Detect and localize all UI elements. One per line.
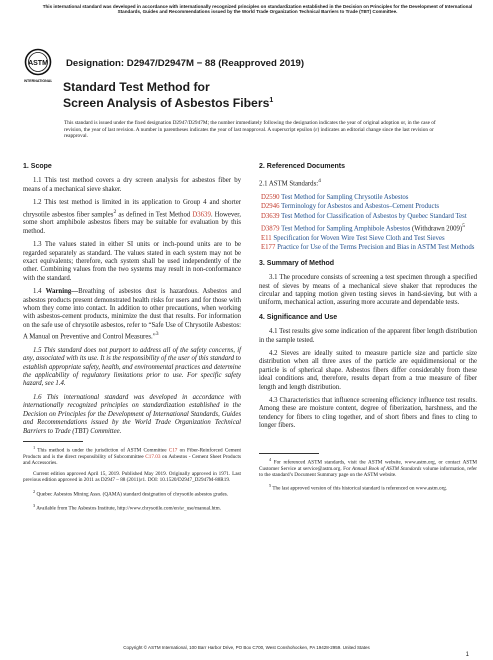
page-number: 1 <box>465 652 469 658</box>
copyright-footer: Copyright © ASTM International, 100 Barr Harbor Drive, PO Box C700, West Conshohocken, PA 19428-2959. United States <box>123 645 370 650</box>
footnote-divider <box>23 441 83 442</box>
tbt-notice: This international standard was developed in accordance with internationally recognized principles on standardization established in the Decision on Principles for the Development of International Standards, Guides and Recommendations issued by the World Trade Organization Technical Barriers to Trade (TBT) Committee. <box>42 4 473 15</box>
para-4-1: 4.1 Test results give some indication of the apparent fiber length distribution in the sample tested. <box>259 328 477 344</box>
footnote-2: $^2$ Quebec Asbestos Mining Assn. (QAMA) standard designation of chrysotile asbestos grades. <box>33 488 229 498</box>
reference-item[interactable]: D3639 Test Method for Classification of Asbestos by Quebec Standard Test <box>261 212 467 220</box>
para-1-4: 1.4 Warning—Breathing of asbestos dust is hazardous. Asbestos and asbestos products present demonstrated health risks for users and for those with whom they come into contact. In addition to other precautions, when working with asbestos-cement products, minimize the dust that results. For information on the safe use of chrysotile asbestos, refer to “Safe Use of Chrysotile Asbestos: A Manual on Preventive and Control Measures.”$^3$ <box>23 288 241 341</box>
para-1-2: 1.2 This test method is limited in its application to Group 4 and shorter chrysotile asbestos fiber samples$^2$ as defined in Test Method D3639. However, some short amphibole asbestos fibers may be suitable for evaluation by this method. <box>23 199 241 235</box>
title-line-2: Screen Analysis of Asbestos Fibers$^1$ <box>63 96 274 111</box>
reference-item[interactable]: D2946 Terminology for Asbestos and Asbestos–Cement Products <box>261 203 440 211</box>
section-summary-heading: 3. Summary of Method <box>259 259 335 267</box>
right-column <box>259 163 477 497</box>
footnote-5: $^5$ The last approved version of this historical standard is referenced on www.astm.org. <box>269 483 448 492</box>
section-referenced-docs-heading: 2. Referenced Documents <box>259 163 345 170</box>
reference-list <box>259 194 477 253</box>
astm-logo <box>24 48 52 84</box>
para-1-6: 1.6 This international standard was developed in accordance with internationally recognized principles on standardization established in the Decision on Principles for the Development of International Standards, Guides and Recommendations issued by the World Trade Organization Technical Barriers to Trade (TBT) Committee. <box>23 393 241 435</box>
document-title <box>63 80 273 110</box>
footnote-1-edition: Current edition approved April 15, 2019. Published May 2019. Originally approved in 1971. Last previous edition approved in 2011 as D2947 – 88 (2011)ε1. DOI: 10.1520/D2947_D2947M-88R19. <box>23 471 241 484</box>
section-scope-heading: 1. Scope <box>23 163 52 170</box>
svg-text:INTERNATIONAL: INTERNATIONAL <box>24 79 52 83</box>
reference-item[interactable]: D2590 Test Method for Sampling Chrysotile Asbestos <box>261 194 409 202</box>
reference-item[interactable]: E177 Practice for Use of the Terms Precision and Bias in ASTM Test Methods <box>261 244 475 252</box>
issued-note: This standard is issued under the fixed designation D2947/D2947M; the number immediately following the designation indicates the year of original adoption or, in the case of revision, the year of last revision. A number in parentheses indicates the year of last reapproval. A superscript epsilon (ε) indicates an editorial change since the last revision or reapproval. <box>64 120 436 140</box>
footnote-3: $^3$ Available from The Asbestos Institute, http://www.chrysotile.com/en/sr_use/manual.htm. <box>33 502 221 512</box>
para-4-3: 4.3 Characteristics that influence screening efficiency influence test results. Among these are moisture content, degree of fiberization, harshness, and the tendency for fibers to cling together, and of short fibers and fines to cling to longer fibers. <box>259 397 477 430</box>
title-line-1: Standard Test Method for <box>63 80 210 94</box>
footnote-4: $^4$ For referenced ASTM standards, visit the ASTM website, www.astm.org, or contact ASTM Customer Service at service@astm.org. For Annual Book of ASTM Standards volume information, refer to the standard’s Document Summary page on the ASTM website. <box>259 456 478 478</box>
para-1-5: 1.5 This standard does not purport to address all of the safety concerns, if any, associated with its use. It is the responsibility of the user of this standard to establish appropriate safety, health, and environmental practices and determine the applicability of regulatory limitations prior to use. For specific safety hazard, see 1.4. <box>23 346 241 388</box>
para-3-1: 3.1 The procedure consists of screening a test specimen through a specified nest of sieves by means of a mechanical sieve shaker that reproduces the circular and tapping motion given testing sieves in hand-sieving, but with a uniform, mechanical action, assuring more accurate and dependable tests. <box>259 274 477 307</box>
para-1-3: 1.3 The values stated in either SI units or inch-pound units are to be regarded separately as standard. The values stated in each system may not be exact equivalents; therefore, each system shall be used independently of the other. Combining values from the two systems may result in non-conformance with the standard. <box>23 241 241 282</box>
ref-link-d3639[interactable]: D3639 <box>192 210 211 218</box>
reference-item[interactable]: D3879 Test Method for Sampling Amphibole Asbestos (Withdrawn 2009)$^5$ <box>261 223 465 233</box>
section-significance-heading: 4. Significance and Use <box>259 313 338 321</box>
left-column <box>23 163 241 517</box>
para-4-2: 4.2 Sieves are ideally suited to measure particle size and particle size distribution when all three axes of the particle are equidimensional or the particle is of spherical shape. Asbestos fibers differ considerably from these ideal conditions and, therefore, results depart from a true measure of fiber length and length distribution. <box>259 350 477 391</box>
designation: Designation: D2947/D2947M − 88 (Reapproved 2019) <box>66 58 305 69</box>
footnote-1: $^1$ This method is under the jurisdiction of ASTM Committee C17 on Fiber-Reinforced Cement Products and is the direct responsibility of Subcommittee C17.03 on Asbestos - Cement Sheet Products and Accessories. <box>23 444 241 467</box>
svg-text:ASTM: ASTM <box>28 60 48 67</box>
para-1-1: 1.1 This test method covers a dry screen analysis for asbestos fiber by means of a mechanical sieve shaker. <box>23 177 241 193</box>
reference-item[interactable]: E11 Specification for Woven Wire Test Sieve Cloth and Test Sieves <box>261 234 445 242</box>
footnote-divider <box>259 453 319 454</box>
para-2-1: 2.1 ASTM Standards:$^4$ <box>259 178 321 188</box>
